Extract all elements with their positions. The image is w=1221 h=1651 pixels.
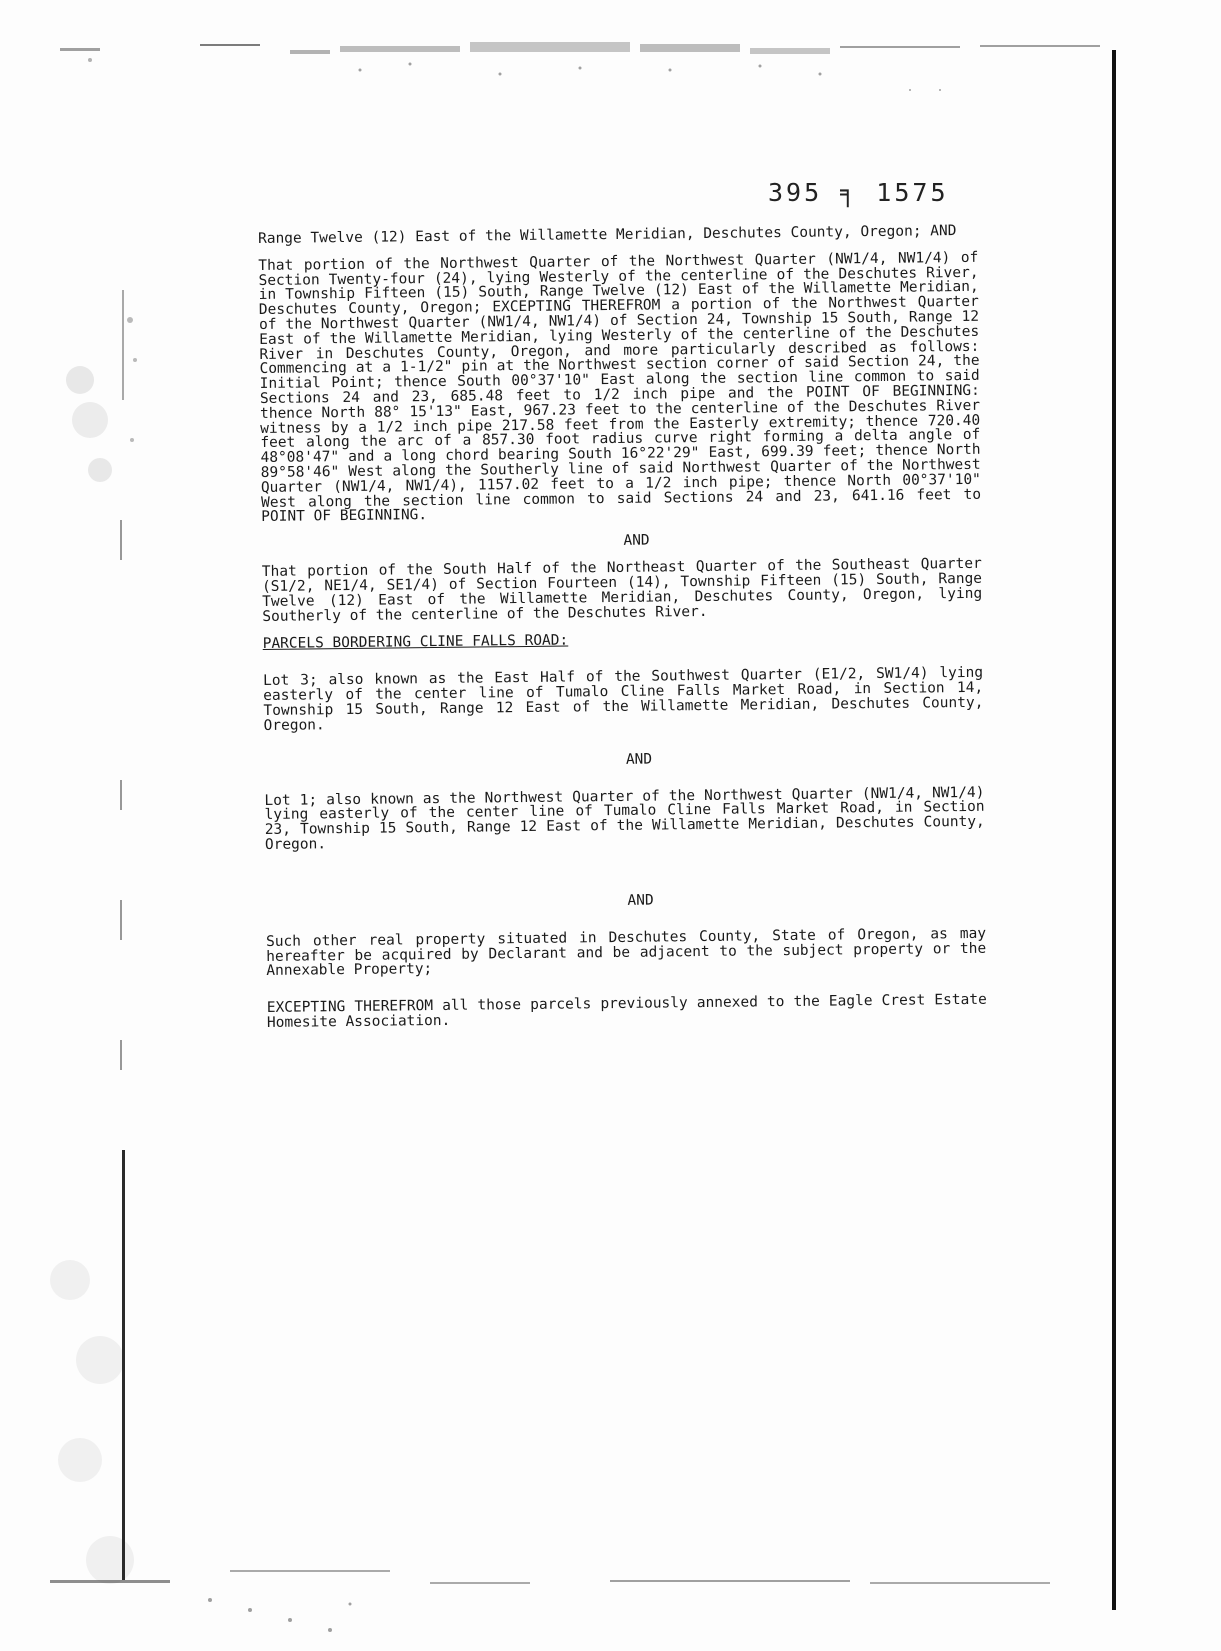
paragraph-lot-3: Lot 3; also known as the East Half of the Southwest Quarter (E1/2, SW1/4) lying easterly of the center line of Tumalo Cline Falls Market Road, in Section 14, Township 15 South, Range 12 East of the Willamette Meridian, Deschutes County, Oregon. (263, 665, 984, 734)
recording-number: 395 ╕ 1575 (768, 178, 949, 207)
paragraph-northwest-quarter-section-24: That portion of the Northwest Quarter of the Northwest Quarter (NW1/4, NW1/4) of Section Twenty-four (24), lying Westerly of the centerline of the Deschutes River, in Township Fifteen (15) South, Range Twelve (12) East of the Willamette Meridian, Deschutes County, Oregon; EXCEPTING THEREFROM a portion of the Northwest Quarter of the Northwest Quarter (NW1/4, NW1/4) of Section 24, Township 15 South, Range 12 East of the Willamette Meridian, lying Westerly of the centerline of the Deschutes River in Deschutes County, Oregon, and more particularly described as follows: Commencing at a 1-1/2" pin at the Northwest section corner of said Section 24, the Initial Point; thence South 00°37'10" East along the section line common to said Sections 24 and 23, 685.48 feet to 1/2 inch pipe and the POINT OF BEGINNING: thence North 88° 15'13" East, 967.23 feet to the centerline of the Deschutes River witness by a 1/2 inch pipe 217.58 feet from the Easterly extremity; thence 720.40 feet along the arc of a 857.30 foot radius curve right forming a delta angle of 48°08'47" and a long chord bearing South 16°22'29" East, 699.39 feet; thence North 89°58'46" West along the Southerly line of said Northwest Quarter of the Northwest Quarter (NW1/4, NW1/4), 1157.02 feet to a 1/2 inch pipe; thence North 00°37'10" West along the section line common to said Sections 24 and 23, 641.16 feet to POINT OF BEGINNING. (258, 249, 982, 526)
paragraph-lot-1: Lot 1; also known as the Northwest Quarter of the Northwest Quarter (NW1/4, NW1/4) lying easterly of the center line of Tumalo Cline Falls Market Road, in Section 23, Township 15 South, Range 12 East of the Willamette Meridian, Deschutes County, Oregon. (264, 784, 985, 853)
legal-description (258, 224, 987, 1031)
and-separator: AND (625, 751, 653, 768)
paragraph-section-fourteen: That portion of the South Half of the Northeast Quarter of the Southeast Quarter (S1/2, NE1/4, SE1/4) of Section Fourteen (14), Township Fifteen (15) South, Range Twelve (12) East of the Willamette Meridian, Deschutes County, Oregon, lying Southerly of the centerline of the Deschutes River. (261, 555, 983, 625)
paragraph-range-twelve: Range Twelve (12) East of the Willamette Meridian, Deschutes County, Oregon; AND (257, 223, 957, 247)
and-separator: AND (623, 532, 650, 550)
scan-noise-top (60, 40, 1120, 100)
scan-left-rule (122, 1150, 125, 1580)
section-heading: PARCELS BORDERING CLINE FALLS ROAD: (262, 632, 569, 653)
and-separator: AND (627, 892, 654, 909)
scan-noise-left (40, 260, 160, 1640)
scan-right-rule (1112, 50, 1116, 1610)
paragraph-other-real-property: Such other real property situated in Deschutes County, State of Oregon, as may hereafter be acquired by Declarant and be adjacent to the subject property or the Annexable Property; (265, 925, 987, 980)
scan-noise-bottom (50, 1560, 1130, 1651)
paragraph-excepting-therefrom: EXCEPTING THEREFROM all those parcels previously annexed to the Eagle Crest Estate Homesite Association. (266, 991, 987, 1031)
